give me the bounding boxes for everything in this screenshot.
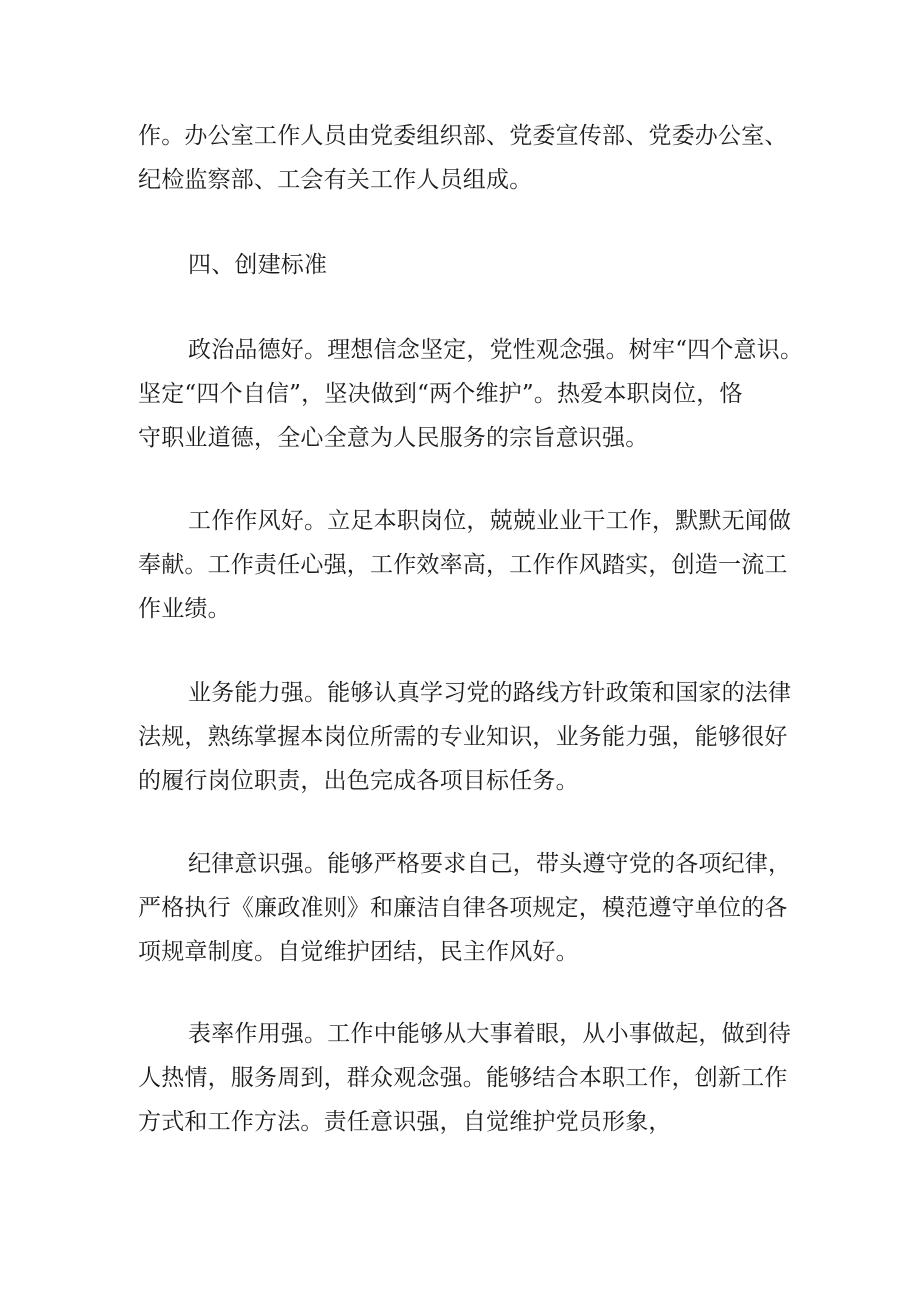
paragraph-exemplary-role [138, 1012, 798, 1144]
text-line: 坚定“四个自信”，坚决做到“两个维护”。热爱本职岗位，恪 [138, 381, 743, 407]
text-line: 工作作风好。立足本职岗位，兢兢业业干工作，默默无闻做 [188, 508, 792, 534]
text-line: 人热情，服务周到，群众观念强。能够结合本职工作，创新工作 [138, 1065, 788, 1091]
paragraph-professional-ability [138, 671, 798, 803]
text-line: 表率作用强。工作中能够从大事着眼，从小事做起，做到待 [188, 1021, 792, 1047]
text-line: 纪律意识强。能够严格要求自己，带头遵守党的各项纪律， [188, 851, 792, 877]
text-line: 奉献。工作责任心强，工作效率高，工作作风踏实，创造一流工 [138, 552, 788, 578]
text-line: 作。办公室工作人员由党委组织部、党委宣传部、党委办公室、 [138, 123, 788, 149]
paragraph-political-character [138, 328, 804, 460]
intro-paragraph [138, 114, 798, 202]
text-line: 方式和工作方法。责任意识强，自觉维护党员形象， [138, 1109, 672, 1135]
text-line: 的履行岗位职责，出色完成各项目标任务。 [138, 768, 579, 794]
text-line: 作业绩。 [138, 596, 231, 622]
text-line: 业务能力强。能够认真学习党的路线方针政策和国家的法律 [188, 680, 792, 706]
text-line: 严格执行《廉政准则》和廉洁自律各项规定，模范遵守单位的各 [138, 895, 788, 921]
text-line: 政治品德好。理想信念坚定，党性观念强。树牢“四个意识。 [188, 337, 804, 363]
section-heading: 四、创建标准 [188, 252, 328, 278]
text-line: 项规章制度。自觉维护团结，民主作风好。 [138, 939, 579, 965]
paragraph-work-style [138, 499, 798, 631]
text-line: 法规，熟练掌握本岗位所需的专业知识，业务能力强，能够很好 [138, 724, 788, 750]
text-line: 守职业道德，全心全意为人民服务的宗旨意识强。 [138, 425, 649, 451]
paragraph-discipline [138, 842, 798, 974]
text-line: 纪检监察部、工会有关工作人员组成。 [138, 167, 533, 193]
